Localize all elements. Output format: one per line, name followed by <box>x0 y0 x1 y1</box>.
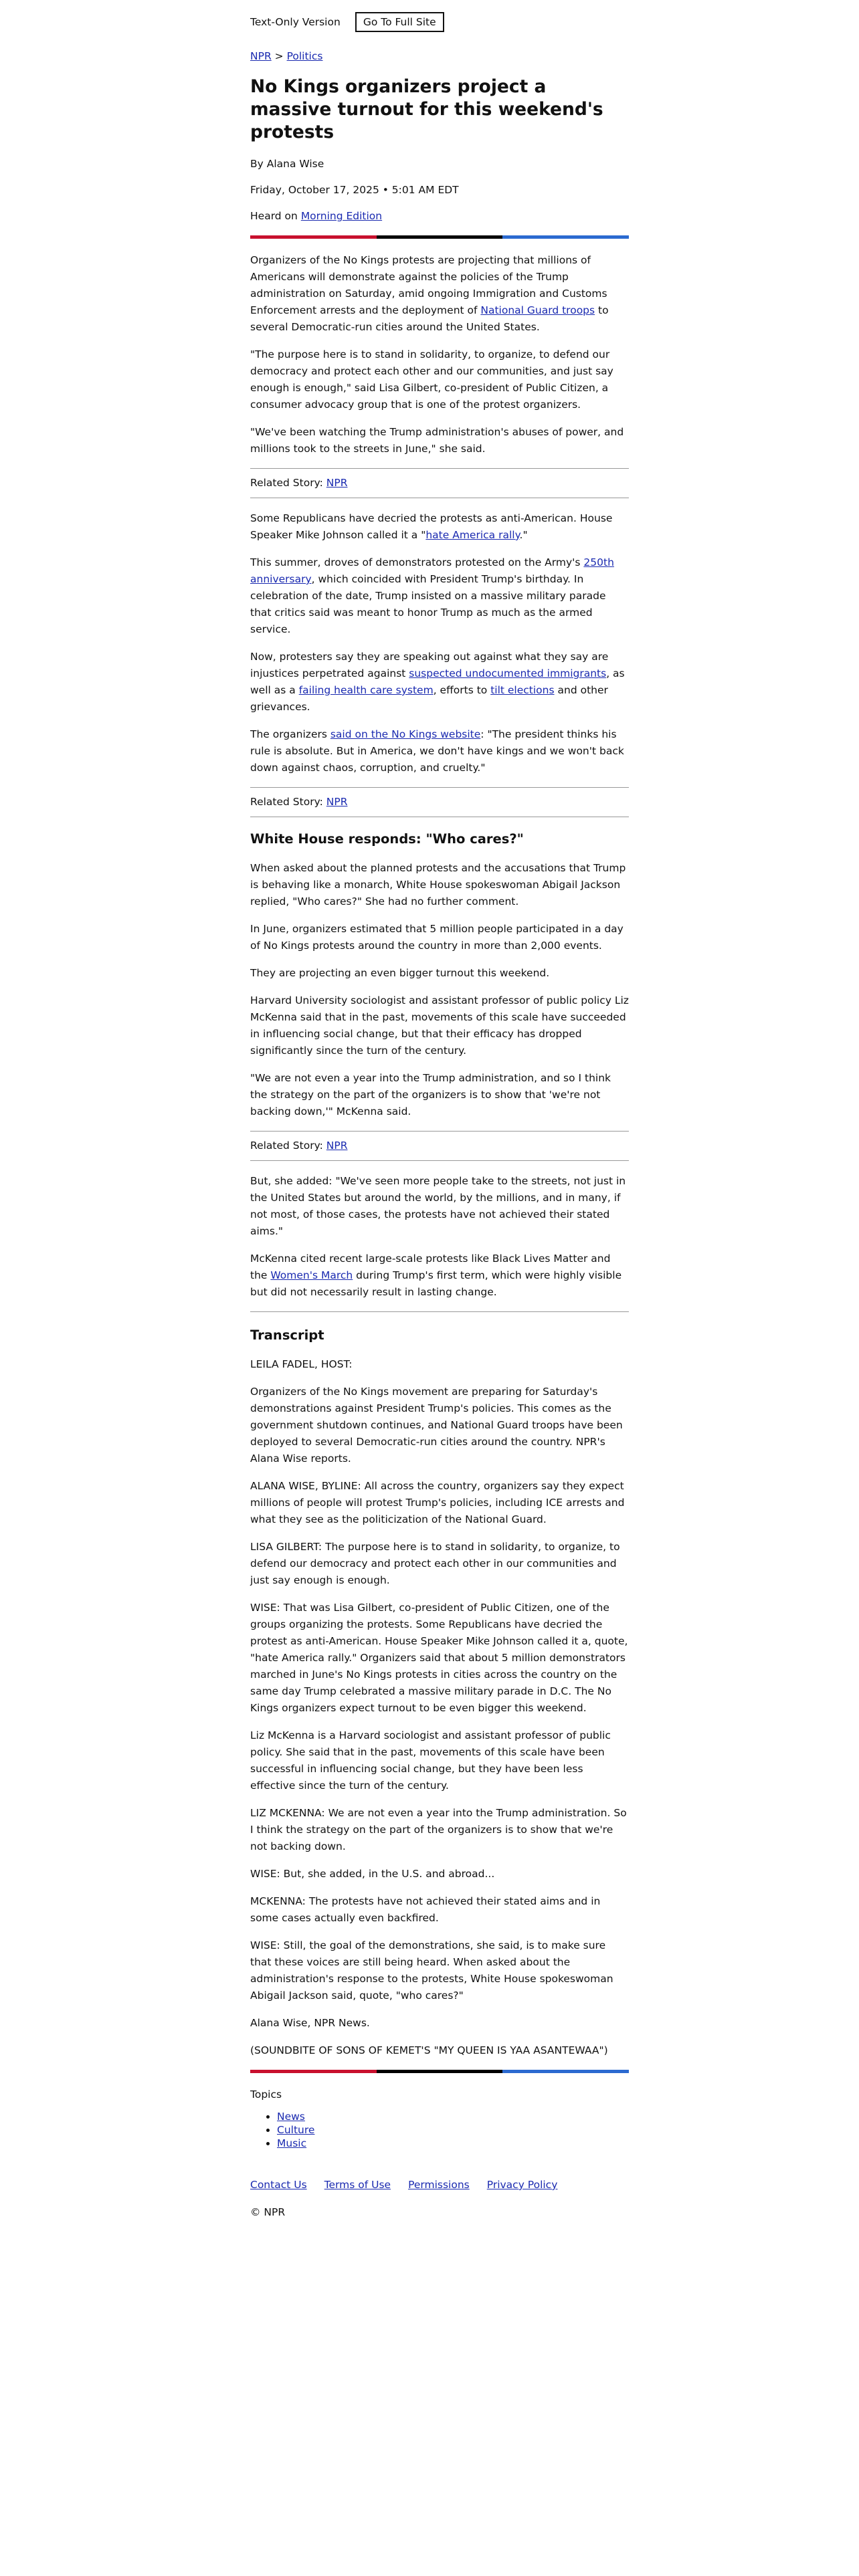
byline: By Alana Wise <box>250 158 324 170</box>
transcript-line: MCKENNA: The protests have not achieved their stated aims and in some cases actually even backfired. <box>250 1895 601 1924</box>
color-stripe <box>250 235 629 239</box>
related-story-link[interactable]: NPR <box>326 1140 348 1152</box>
contact-us-link[interactable]: Contact Us <box>250 2179 307 2191</box>
program-link[interactable]: Morning Edition <box>300 210 383 222</box>
list-item <box>277 2110 629 2123</box>
article-body <box>250 252 629 1301</box>
related-story <box>250 1131 629 1161</box>
paragraph: Now, protesters say they are speaking out against what they say are injustices perpetrated against suspected undocumented immigrants, as well as a failing health care system, efforts to tilt elections and other grievances. <box>250 651 625 713</box>
list-item <box>277 2123 629 2137</box>
health-care-link[interactable]: failing health care system <box>298 684 434 696</box>
topic-link-music[interactable]: Music <box>277 2137 307 2149</box>
related-story-link[interactable]: NPR <box>326 796 348 808</box>
related-story-label: Related Story: <box>250 796 323 808</box>
paragraph: McKenna cited recent large-scale protests like Black Lives Matter and the Women's March during Trump's first term, which were highly visible but did not necessarily result in lasting change. <box>250 1253 622 1298</box>
undocumented-immigrants-link[interactable]: suspected undocumented immigrants <box>409 667 607 679</box>
topics <box>250 2086 629 2150</box>
related-story-label: Related Story: <box>250 477 323 489</box>
transcript-line: Liz McKenna is a Harvard sociologist and assistant professor of public policy. She said that in the past, movements of this scale have been successful in influencing social change, but they have been less effective since the turn of the century. <box>250 1729 611 1792</box>
stripe-black <box>377 235 503 239</box>
tilt-elections-link[interactable]: tilt elections <box>490 684 555 696</box>
transcript-line: Organizers of the No Kings movement are preparing for Saturday's demonstrations against President Trump's policies. This comes as the government shutdown continues, and National Guard troops have been deployed to several Democratic-run cities around the country. NPR's Alana Wise reports. <box>250 1386 623 1465</box>
related-story <box>250 468 629 498</box>
article-title: No Kings organizers project a massive turnout for this weekend's protests <box>250 76 603 142</box>
page <box>250 0 629 2221</box>
transcript-line: (SOUNDBITE OF SONS OF KEMET'S "MY QUEEN IS YAA ASANTEWAA") <box>250 2044 608 2056</box>
topics-list <box>250 2110 629 2150</box>
transcript-line: LIZ MCKENNA: We are not even a year into the Trump administration. So I think the strategy on the part of the organizers is to show that we're not backing down. <box>250 1807 627 1852</box>
article-meta <box>250 156 629 225</box>
topics-label: Topics <box>250 2088 282 2101</box>
paragraph: Some Republicans have decried the protests as anti-American. House Speaker Mike Johnson called it a "hate America rally." <box>250 512 613 541</box>
paragraph: Harvard University sociologist and assistant professor of public policy Liz McKenna said that in the past, movements of this scale have succeeded in influencing social change, but that their efficacy has dropped significantly since the turn of the century. <box>250 994 629 1057</box>
transcript-line: ALANA WISE, BYLINE: All across the country, organizers say they expect millions of people will protest Trump's policies, including ICE arrests and what they see as the politicization of the National Guard. <box>250 1480 625 1525</box>
womens-march-link[interactable]: Women's March <box>270 1269 353 1281</box>
no-kings-website-link[interactable]: said on the No Kings website <box>330 728 481 740</box>
paragraph: "The purpose here is to stand in solidarity, to organize, to defend our democracy and protect each other and our communities, and just say enough is enough," said Lisa Gilbert, co-president of Public Citizen, a consumer advocacy group that is one of the protest organizers. <box>250 348 613 411</box>
breadcrumb-home-link[interactable]: NPR <box>250 50 272 62</box>
heard-on-label: Heard on <box>250 210 298 222</box>
transcript-line: WISE: That was Lisa Gilbert, co-president of Public Citizen, one of the groups organizing the protests. Some Republicans have decried the protest as anti-American. House Speaker Mike Johnson called it a, quote, "hate America rally." Organizers said that about 5 million demonstrators marched in June's No Kings protests in cities across the country on the same day Trump celebrated a massive military parade in D.C. The No Kings organizers expect turnout to be even bigger this weekend. <box>250 1602 628 1714</box>
terms-of-use-link[interactable]: Terms of Use <box>324 2179 391 2191</box>
topic-link-news[interactable]: News <box>277 2111 305 2123</box>
related-story <box>250 787 629 817</box>
250th-anniversary-link[interactable]: 250th anniversary <box>250 556 614 585</box>
transcript-heading: Transcript <box>250 1327 324 1343</box>
divider <box>250 1311 629 1312</box>
transcript <box>250 1325 629 2059</box>
stripe-black <box>377 2070 503 2073</box>
copyright: © NPR <box>250 2206 286 2218</box>
paragraph: Organizers of the No Kings protests are projecting that millions of Americans will demonstrate against the policies of the Trump administration on Saturday, amid ongoing Immigration and Customs Enforcement arrests and the deployment of National Guard troops to several Democratic-run cities around the United States. <box>250 254 609 333</box>
hate-america-rally-link[interactable]: hate America rally <box>425 529 520 541</box>
list-item <box>277 2137 629 2150</box>
transcript-line: LISA GILBERT: The purpose here is to stand in solidarity, to organize, to defend our democracy and protect each other in our communities and just say enough is enough. <box>250 1541 620 1586</box>
section-heading: White House responds: "Who cares?" <box>250 831 524 847</box>
footer-links <box>250 2177 629 2193</box>
go-to-full-site-button[interactable]: Go To Full Site <box>355 12 444 32</box>
stripe-blue <box>502 235 629 239</box>
paragraph: "We've been watching the Trump administration's abuses of power, and millions took to the streets in June," she said. <box>250 426 624 455</box>
transcript-line: WISE: But, she added, in the U.S. and abroad... <box>250 1868 495 1880</box>
privacy-policy-link[interactable]: Privacy Policy <box>486 2179 558 2191</box>
publish-date: Friday, October 17, 2025 • 5:01 AM EDT <box>250 184 459 196</box>
stripe-red <box>250 235 377 239</box>
paragraph: In June, organizers estimated that 5 million people participated in a day of No Kings protests around the country in more than 2,000 events. <box>250 923 624 952</box>
transcript-line: WISE: Still, the goal of the demonstrations, she said, is to make sure that these voices are still being heard. When asked about the administration's response to the protests, White House spokeswoman Abigail Jackson said, quote, "who cares?" <box>250 1939 613 2002</box>
topic-link-culture[interactable]: Culture <box>277 2124 315 2136</box>
text-only-label: Text-Only Version <box>250 15 341 28</box>
paragraph: But, she added: "We've seen more people take to the streets, not just in the United States but around the world, by the millions, and in many, if not most, of those cases, the protests have not achieved their stated aims." <box>250 1175 626 1237</box>
related-story-label: Related Story: <box>250 1140 323 1152</box>
heard-on <box>250 208 629 225</box>
color-stripe <box>250 2070 629 2073</box>
breadcrumb <box>250 48 629 65</box>
transcript-line: Alana Wise, NPR News. <box>250 2017 370 2029</box>
related-story-link[interactable]: NPR <box>326 477 348 489</box>
national-guard-link[interactable]: National Guard troops <box>480 304 595 316</box>
permissions-link[interactable]: Permissions <box>408 2179 470 2191</box>
top-bar <box>250 11 629 33</box>
paragraph: "We are not even a year into the Trump administration, and so I think the strategy on the part of the organizers is to show that 'we're not backing down,'" McKenna said. <box>250 1072 611 1117</box>
paragraph: When asked about the planned protests and the accusations that Trump is behaving like a monarch, White House spokeswoman Abigail Jackson replied, "Who cares?" She had no further comment. <box>250 862 626 907</box>
transcript-line: LEILA FADEL, HOST: <box>250 1358 353 1370</box>
paragraph: This summer, droves of demonstrators protested on the Army's 250th anniversary, which coincided with President Trump's birthday. In celebration of the date, Trump insisted on a massive military parade that critics said was meant to honor Trump as much as the armed service. <box>250 556 614 635</box>
breadcrumb-separator: > <box>274 50 284 62</box>
paragraph: They are projecting an even bigger turnout this weekend. <box>250 967 550 979</box>
stripe-blue <box>502 2070 629 2073</box>
stripe-red <box>250 2070 377 2073</box>
paragraph: The organizers said on the No Kings website: "The president thinks his rule is absolute. But in America, we don't have kings and we won't back down against chaos, corruption, and cruelty." <box>250 728 624 774</box>
breadcrumb-section-link[interactable]: Politics <box>286 50 323 62</box>
